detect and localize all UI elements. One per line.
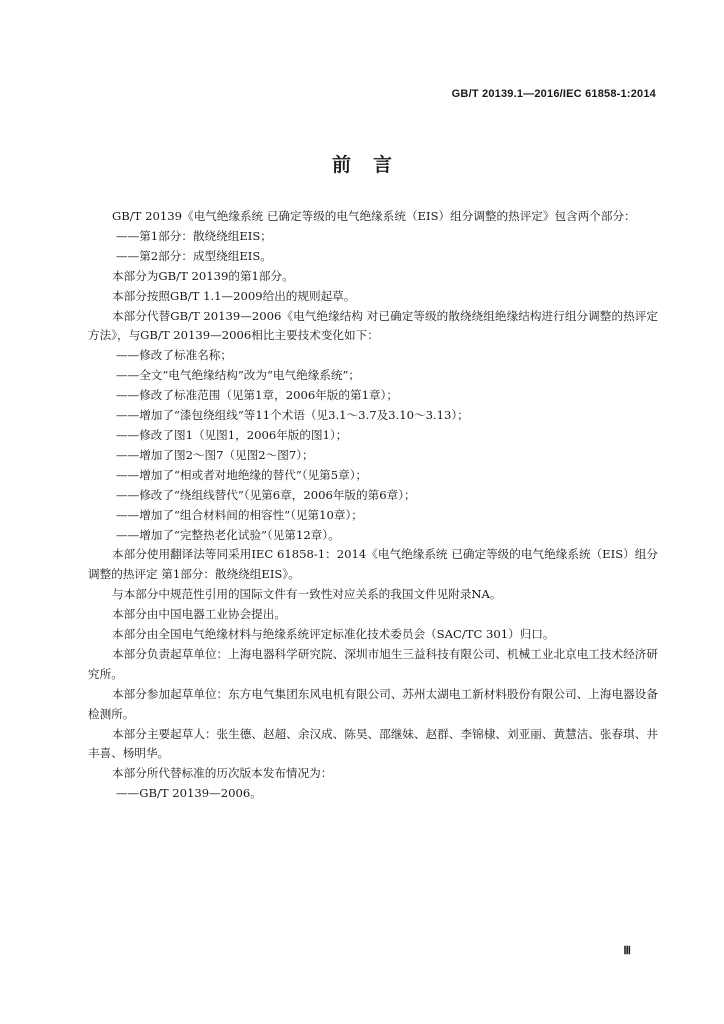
- list-item: ——修改了标准范围（见第1章，2006年版的第1章）；: [116, 388, 398, 403]
- list-item: ——增加了“完整热老化试验”（见第12章）。: [116, 527, 340, 542]
- paragraph: 本部分参加起草单位：东方电气集团东风电机有限公司、苏州太湖电工新材料股份有限公司、上海电器设备检测所。: [88, 686, 658, 721]
- list-item: ——增加了“相或者对地绝缘的替代”（见第5章）；: [116, 467, 368, 482]
- paragraph: 本部分使用翻译法等同采用IEC 61858-1：2014《电气绝缘系统 已确定等级的电气绝缘系统（EIS）组分调整的热评定 第1部分：散绕绕组EIS》。: [88, 547, 658, 582]
- paragraph: 本部分所代替标准的历次版本发布情况为：: [112, 766, 333, 781]
- paragraph: 本部分由中国电器工业协会提出。: [112, 607, 286, 622]
- paragraph: GB/T 20139《电气绝缘系统 已确定等级的电气绝缘系统（EIS）组分调整的热评定》包含两个部分：: [112, 209, 636, 223]
- paragraph: 本部分由全国电气绝缘材料与绝缘系统评定标准化技术委员会（SAC/TC 301）归口。: [112, 627, 555, 642]
- paragraph: 本部分按照GB/T 1.1—2009给出的规则起草。: [112, 288, 356, 303]
- standard-number: GB/T 20139.1—2016/IEC 61858-1:2014: [451, 88, 656, 100]
- list-item: ——增加了“组合材料间的相容性”（见第10章）；: [116, 507, 363, 522]
- paragraph: 本部分为GB/T 20139的第1部分。: [112, 268, 294, 283]
- page-title: 前言: [331, 154, 414, 176]
- paragraph: 本部分负责起草单位：上海电器科学研究院、深圳市旭生三益科技有限公司、机械工业北京电工技术经济研究所。: [88, 646, 658, 681]
- paragraph: 本部分主要起草人：张生德、赵超、余汉成、陈昊、邵继妹、赵群、李锦棣、刘亚丽、黄慧洁、张春琪、井丰喜、杨明华。: [88, 726, 658, 761]
- list-item: ——第2部分：成型绕组EIS。: [116, 248, 272, 263]
- paragraph: 与本部分中规范性引用的国际文件有一致性对应关系的我国文件见附录NA。: [112, 587, 502, 602]
- list-item: ——修改了标准名称；: [116, 348, 232, 363]
- list-item: ——修改了“绕组线替代”（见第6章，2006年版的第6章）；: [116, 487, 416, 502]
- list-item: ——全文“电气绝缘结构”改为“电气绝缘系统”；: [116, 368, 360, 383]
- list-item: ——修改了图1（见图1，2006年版的图1）；: [116, 427, 348, 442]
- foreword-body: [88, 207, 658, 804]
- page-number: Ⅲ: [623, 945, 631, 957]
- list-item: ——增加了图2～图7（见图2～图7）；: [116, 447, 314, 462]
- paragraph: 本部分代替GB/T 20139—2006《电气绝缘结构 对已确定等级的散绕绕组绝缘结构进行组分调整的热评定方法》，与GB/T 20139—2006相比主要技术变化如下：: [88, 308, 658, 343]
- list-item: ——第1部分：散绕绕组EIS；: [116, 228, 272, 243]
- list-item: ——GB/T 20139—2006。: [116, 786, 262, 801]
- list-item: ——增加了“漆包绕组线”等11个术语（见3.1～3.7及3.10～3.13）；: [116, 408, 469, 423]
